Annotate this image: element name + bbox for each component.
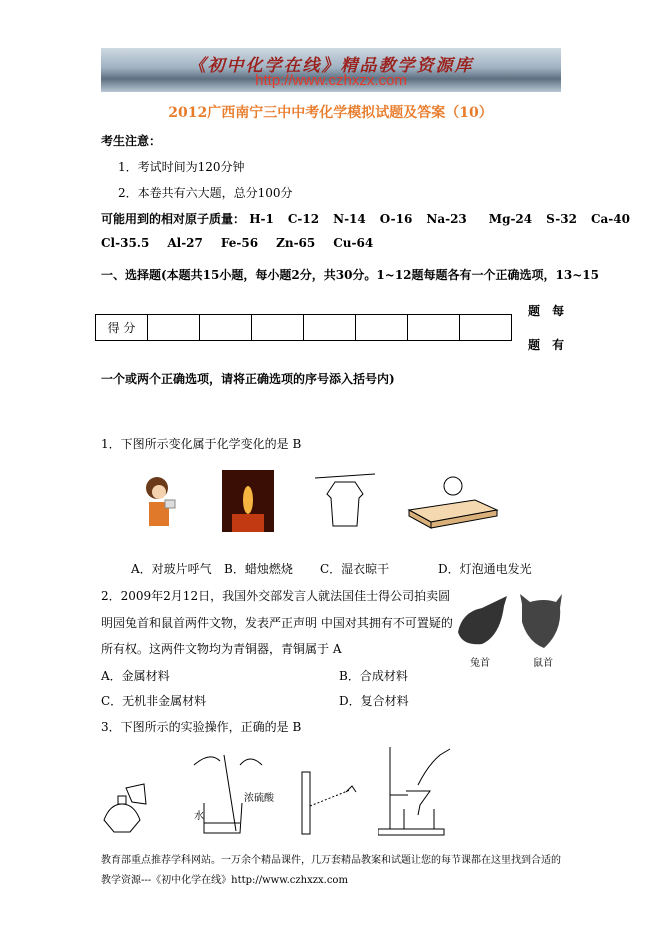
masses-line2 [101, 236, 373, 250]
mass: Mg-24 [488, 212, 533, 226]
mass: Cl-35.5 [101, 236, 150, 250]
masses-label: 可能用到的相对原子质量： [101, 212, 246, 226]
section1-cont: 一个或两个正确选项，请将正确选项的序号添入括号内) [101, 372, 395, 386]
footer-line2[interactable]: 教学资源---《初中化学在线》http://www.czhxzx.com [101, 875, 348, 886]
mass: N-14 [333, 212, 366, 226]
score-cell[interactable] [252, 315, 304, 341]
mass: Fe-56 [220, 236, 259, 250]
graduated-cylinder-image [300, 770, 360, 835]
caption-rat: 鼠首 [533, 658, 553, 669]
q3-stem: 3．下图所示的实验操作，正确的是 B [101, 720, 302, 734]
q2-line: 所有权。这两件文物均为青铜器，青铜属于 A [101, 642, 342, 656]
mass: Na-23 [426, 212, 467, 226]
section1-side2: 题 有 [528, 338, 565, 352]
q1-option-d: D．灯泡通电发光 [438, 562, 532, 576]
filtration-image [378, 745, 458, 837]
score-cell[interactable] [460, 315, 512, 341]
score-cell[interactable] [200, 315, 252, 341]
score-table [95, 314, 512, 341]
bronze-heads-image [452, 592, 562, 652]
section1-side1: 题 每 [528, 304, 565, 318]
light-bulb-image [405, 470, 500, 530]
girl-breathing-image [135, 470, 185, 530]
score-cell[interactable] [408, 315, 460, 341]
q2-option-c: C．无机非金属材料 [101, 694, 207, 708]
q1-option-a: A．对玻片呼气 [131, 562, 212, 576]
footer-line1: 教育部重点推荐学科网站。一万余个精品课件，几万套精品教案和试题让您的每节课都在这里找到合适的 [101, 855, 561, 866]
q2-line: 明园兔首和鼠首两件文物，发表严正声明 中国对其拥有不可置疑的 [101, 616, 453, 630]
score-cell[interactable] [356, 315, 408, 341]
section1-heading: 一、选择题(本题共15小题，每小题2分，共30分。1~12题每题各有一个正确选项，13~15 [101, 268, 599, 282]
mass: H-1 [249, 212, 274, 226]
mass: Cu-64 [333, 236, 374, 250]
burning-candle-image [222, 470, 274, 532]
banner-url[interactable]: http://www.czhxzx.com [255, 72, 407, 89]
page-title: 2012广西南宁三中中考化学模拟试题及答案（10） [168, 105, 493, 121]
banner [101, 48, 561, 92]
mass: Al-27 [167, 236, 203, 250]
score-cell[interactable] [148, 315, 200, 341]
score-label: 得 分 [96, 315, 148, 341]
wet-clothes-image [315, 470, 375, 530]
q2-line: 2．2009年2月12日，我国外交部发言人就法国佳士得公司拍卖圆 [101, 589, 451, 603]
score-cell[interactable] [304, 315, 356, 341]
mass: O-16 [379, 212, 413, 226]
mass: C-12 [287, 212, 320, 226]
banner-title: 《初中化学在线》精品教学资源库 [188, 56, 474, 76]
notice-item: 1．考试时间为120分钟 [118, 160, 245, 174]
mass: Zn-65 [276, 236, 316, 250]
label-water: 水 [194, 811, 204, 822]
q2-option-a: A．金属材料 [101, 669, 170, 683]
caption-rabbit: 兔首 [470, 658, 490, 669]
q1-stem: 1．下图所示变化属于化学变化的是 B [101, 437, 302, 451]
mass: S-32 [546, 212, 577, 226]
q1-option-b: B．蜡烛燃烧 [224, 562, 293, 576]
notice-heading: 考生注意： [101, 134, 162, 148]
q2-option-b: B．合成材料 [339, 669, 408, 683]
notice-item: 2．本卷共有六大题，总分100分 [118, 186, 293, 200]
q1-option-c: C．湿衣晾干 [320, 562, 390, 576]
mass: Ca-40 [590, 212, 630, 226]
alcohol-lamp-image [100, 780, 150, 835]
label-sulfuric-acid: 浓硫酸 [244, 793, 274, 804]
q2-option-d: D．复合材料 [339, 694, 409, 708]
masses-line1 [101, 210, 630, 227]
